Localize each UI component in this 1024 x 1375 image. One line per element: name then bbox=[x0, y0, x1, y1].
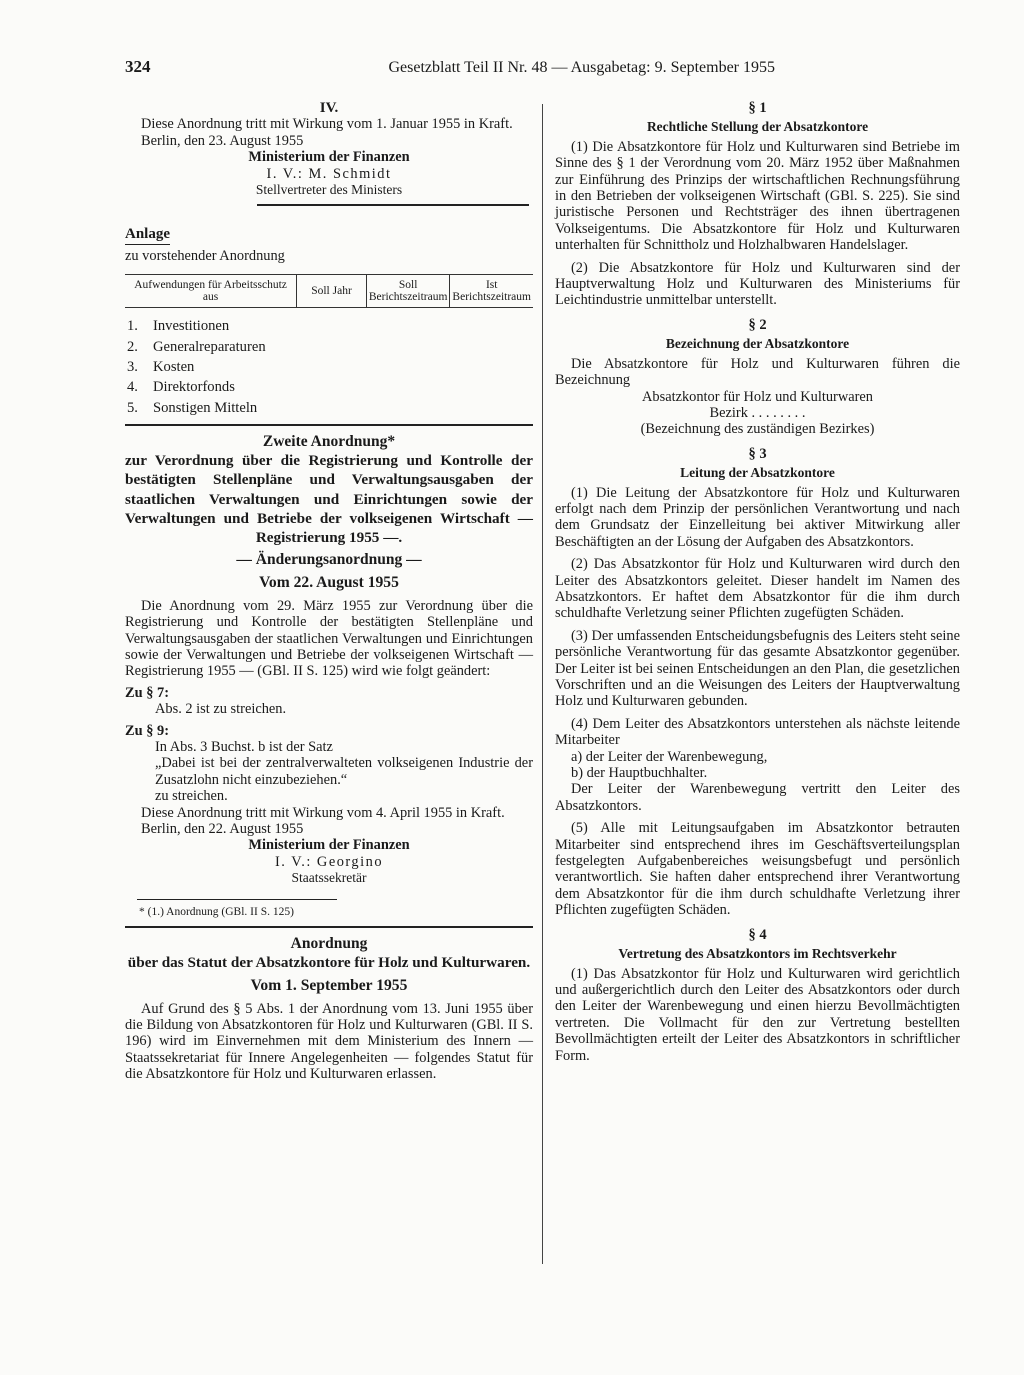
zweite-subtitle: zur Verordnung über die Registrierung und Kontrolle der bestätigten Stellenpläne und Verwaltungsausgaben der staatlichen Verwaltungen und Einrichtungen sowie der Verwaltungen und Betriebe der volkseigenen Wirtschaft — Registrierung 1955 —. bbox=[125, 452, 533, 547]
zu-9-quote: „Dabei ist bei der zentralverwalteten volkseigenen Industrie der Zusatzlohn nicht einzubeziehen.“ bbox=[155, 755, 533, 788]
paragraph-1-number: § 1 bbox=[748, 100, 767, 116]
running-title: Gesetzblatt Teil II Nr. 48 — Ausgabetag: 9. September 1955 bbox=[388, 59, 775, 76]
section-rule bbox=[125, 424, 533, 426]
zu-9-text: In Abs. 3 Buchst. b ist der Satz bbox=[155, 738, 333, 755]
column-divider bbox=[542, 104, 543, 1264]
right-column bbox=[555, 100, 960, 1064]
list-item: 4. Direktorfonds bbox=[127, 379, 235, 396]
zweite-date: Vom 22. August 1955 bbox=[259, 574, 399, 592]
section-iv-numeral: IV. bbox=[319, 100, 339, 116]
anlage-table bbox=[125, 274, 533, 308]
paragraph-2-title: Bezeichnung der Absatzkontore bbox=[665, 336, 850, 352]
zweite-place-date: Berlin, den 22. August 1955 bbox=[141, 820, 304, 837]
section-iv-signature: I. V.: M. Schmidt bbox=[266, 165, 392, 182]
section-iv-text: Diese Anordnung tritt mit Wirkung vom 1. Januar 1955 in Kraft. bbox=[141, 116, 513, 133]
zweite-signature: I. V.: Georgino bbox=[274, 853, 384, 870]
zu-7-label: Zu § 7: bbox=[125, 684, 169, 701]
paragraph-3-text-3: (3) Der umfassenden Entscheidungsbefugnis des Leiters steht seine persönliche Verantwortung für das gesamte Absatzkontor gegenüber. Der Leiter ist bei seinen Entscheidungen an den Plan, die gesetzlichen Vorschriften und an die Weisungen des Leiters der Hauptverwaltung Holz und Kulturwaren gebunden. bbox=[555, 627, 960, 710]
section-rule bbox=[257, 204, 529, 206]
anlage-col-header: Soll Jahr bbox=[297, 275, 367, 308]
list-item: 2. Generalreparaturen bbox=[127, 338, 266, 355]
zweite-ministry: Ministerium der Finanzen bbox=[248, 837, 410, 854]
paragraph-2-note: (Bezeichnung des zuständigen Bezirkes) bbox=[640, 421, 875, 438]
paragraph-4-number: § 4 bbox=[748, 926, 767, 943]
paragraph-3-text-5: (5) Alle mit Leitungsaufgaben im Absatzkontor betrauten Mitarbeiter sind entsprechend ihres im Geschäftsverteilungsplan festgelegten Aufgabenbereiches weisungsbefugt und persönlich verantwortlich. Sie haften daher entsprechend ihrer Verantwortung dem Absatzkontor für die ihm durch schuldhafte Verletzung ihrer Pflichten zugefügten Schäden. bbox=[555, 820, 960, 919]
statut-date: Vom 1. September 1955 bbox=[250, 977, 408, 995]
page-number: 324 bbox=[125, 57, 151, 76]
anlage-col-header: Soll Berichtszeitraum bbox=[366, 275, 450, 308]
anlage-subtitle: zu vorstehender Anordnung bbox=[125, 247, 285, 264]
paragraph-2-bezirk-line: Bezirk . . . . . . . . bbox=[709, 404, 806, 421]
footnote-rule bbox=[137, 899, 337, 900]
paragraph-3-text-1: (1) Die Leitung der Absatzkontore für Holz und Kulturwaren erfolgt nach dem Prinzip der persönlichen Verantwortung und nach dem Grundsatz der Einzelleitung bei aktiver Mitwirkung aller Beschäftigten an der Lösung der Aufgaben des Absatzkontors. bbox=[555, 484, 960, 550]
zweite-body: Die Anordnung vom 29. März 1955 zur Verordnung über die Registrierung und Kontrolle der bestätigten Stellenpläne und Verwaltungsausgaben der staatlichen Verwaltungen und Einrichtungen sowie der Verwaltungen und Betriebe der volkseigenen Wirtschaft — Registrierung 1955 — (GBl. II S. 125) wird wie folgt geändert: bbox=[125, 597, 533, 680]
paragraph-2-number: § 2 bbox=[748, 316, 767, 333]
zweite-title: Zweite Anordnung* bbox=[262, 433, 396, 451]
running-header bbox=[125, 57, 775, 77]
list-item: 5. Sonstigen Mitteln bbox=[127, 399, 258, 416]
zweite-role: Staatssekretär bbox=[291, 870, 367, 886]
paragraph-3-title: Leitung der Absatzkontore bbox=[680, 465, 835, 481]
section-iv-role: Stellvertreter des Ministers bbox=[255, 182, 403, 198]
left-column bbox=[125, 100, 533, 1083]
statut-body: Auf Grund des § 5 Abs. 1 der Anordnung vom 13. Juni 1955 über die Bildung von Absatzkontoren für Holz und Kulturwaren (GBl. II S. 196) wird im Einvernehmen mit dem Ministerium des Innern — Staatssekretariat für Innere Angelegenheiten — folgendes Statut für die Absatzkontore für Holz und Kulturwaren erlassen. bbox=[125, 1000, 533, 1083]
paragraph-1-title: Rechtliche Stellung der Absatzkontore bbox=[646, 119, 869, 135]
paragraph-2-text: Die Absatzkontore für Holz und Kulturwaren führen die Bezeichnung bbox=[555, 355, 960, 389]
footnote: * (1.) Anordnung (GBl. II S. 125) bbox=[139, 905, 294, 918]
paragraph-3-text-4: (4) Dem Leiter des Absatzkontors unterstehen als nächste leitende Mitarbeiter bbox=[555, 715, 960, 749]
anlage-col-header: Aufwendungen für Arbeitsschutz aus bbox=[125, 275, 297, 308]
anlage-items bbox=[127, 316, 533, 418]
zu-9-end: zu streichen. bbox=[155, 788, 228, 805]
list-item: 1. Investitionen bbox=[127, 318, 230, 335]
section-rule bbox=[125, 926, 533, 928]
paragraph-3-item-b: b) der Hauptbuchhalter. bbox=[571, 765, 708, 782]
zweite-sub2: — Änderungsanordnung — bbox=[236, 551, 422, 569]
paragraph-3-text-2: (2) Das Absatzkontor für Holz und Kulturwaren wird durch den Leiter des Absatzkontors geleitet. Dieser handelt im Namen des Absatzkontors. Er haftet dem Absatzkontor für die ihm durch schuldhafte Verletzung seiner Pflichten zugefügten Schäden. bbox=[555, 556, 960, 622]
statut-title: Anordnung bbox=[290, 935, 368, 953]
section-iv-ministry: Ministerium der Finanzen bbox=[248, 149, 410, 166]
paragraph-1-text-1: (1) Die Absatzkontore für Holz und Kulturwaren sind Betriebe im Sinne des § 1 der Verordnung vom 20. März 1952 über Maßnahmen zur Einführung des Prinzips der wirtschaftlichen Rechnungsführung in den Betrieben der volkseigenen Wirtschaft (GBl. S. 225). Sie sind juristische Personen und Rechtsträger des ihnen übertragenen Volkseigentums. Die Absatzkontore für Holz und Kulturwaren unterhalten für Schnittholz und Holzhalbwaren Handelslager. bbox=[555, 138, 960, 254]
paragraph-3-text-4c: Der Leiter der Warenbewegung vertritt den Leiter des Absatzkontors. bbox=[555, 781, 960, 814]
section-iv-place-date: Berlin, den 23. August 1955 bbox=[141, 132, 304, 149]
paragraph-1-text-2: (2) Die Absatzkontore für Holz und Kulturwaren sind der Hauptverwaltung Holz und Kulturwaren des Ministeriums für Leichtindustrie unmittelbar unterstellt. bbox=[555, 259, 960, 309]
list-item: 3. Kosten bbox=[127, 359, 195, 376]
paragraph-2-name-line: Absatzkontor für Holz und Kulturwaren bbox=[642, 388, 873, 405]
paragraph-3-item-a: a) der Leiter der Warenbewegung, bbox=[571, 748, 768, 765]
paragraph-4-title: Vertretung des Absatzkontors im Rechtsverkehr bbox=[618, 946, 897, 962]
zweite-inkraft: Diese Anordnung tritt mit Wirkung vom 4. April 1955 in Kraft. bbox=[141, 804, 505, 821]
anlage-col-header: Ist Berichtszeitraum bbox=[450, 275, 533, 308]
paragraph-3-number: § 3 bbox=[748, 445, 767, 462]
paragraph-4-text-1: (1) Das Absatzkontor für Holz und Kulturwaren wird gerichtlich und außergerichtlich durch den Leiter des Absatzkontors oder durch den Leiter der Warenbewegung und einen hierzu Bevollmächtigten vertreten. Die Vollmacht für den zur Vertretung bestellten Bevollmächtigten erteilt der Leiter des Absatzkontors in schriftlicher Form. bbox=[555, 965, 960, 1064]
zu-9-label: Zu § 9: bbox=[125, 722, 169, 739]
zu-7-text: Abs. 2 ist zu streichen. bbox=[155, 701, 287, 718]
anlage-label: Anlage bbox=[125, 226, 170, 244]
statut-subtitle: über das Statut der Absatzkontore für Holz und Kulturwaren. bbox=[127, 954, 531, 972]
